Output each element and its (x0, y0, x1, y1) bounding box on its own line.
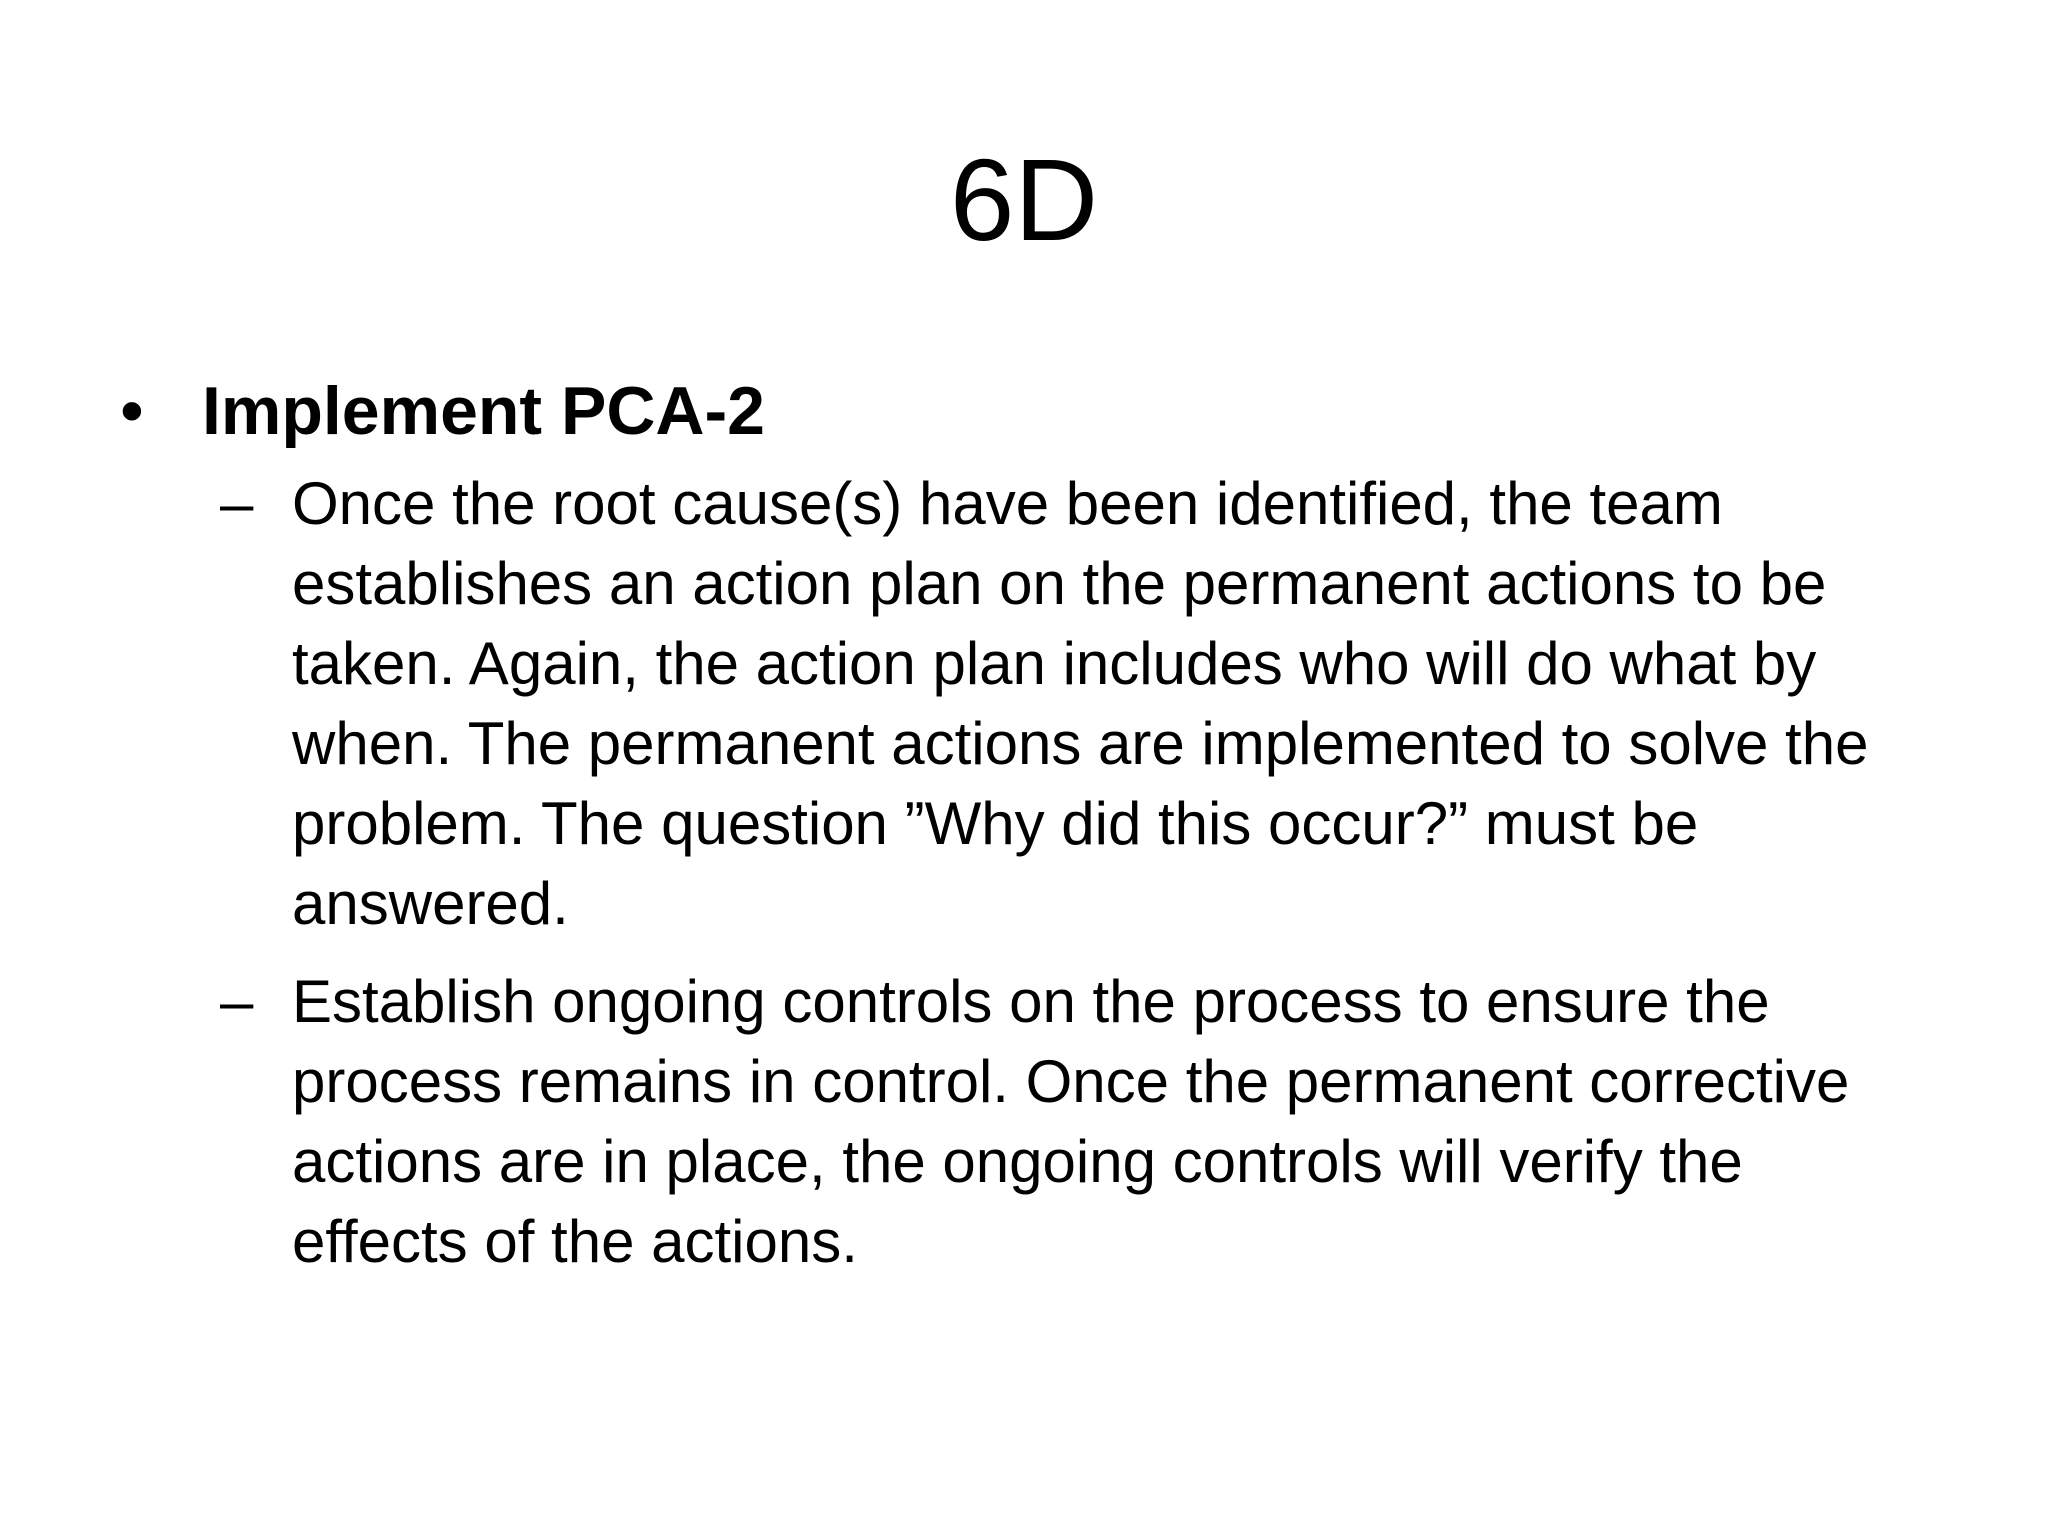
bullet-text: Implement PCA-2 (202, 373, 765, 449)
dash-marker: – (220, 968, 254, 1035)
slide-title: 6D (949, 135, 1099, 265)
bullet-marker: • (120, 373, 144, 449)
sub-bullet-action-plan (120, 464, 1882, 944)
sub-bullet-text: Once the root cause(s) have been identified, the team establishes an action plan on the permanent actions to be taken. Again, the action plan includes who will do what by when. The permanent actions are implemented to solve the problem. The question ”Why did this occur?” must be answered. (292, 470, 1869, 937)
sub-bullet-text: Establish ongoing controls on the process to ensure the process remains in control. Once the permanent corrective actions are in place, the ongoing controls will verify the effects of the actions. (292, 968, 1850, 1275)
sub-bullet-list (120, 464, 1940, 1282)
bullet-implement-pca (120, 366, 1940, 456)
sub-bullet-ongoing-controls (120, 962, 1882, 1282)
slide-content (120, 366, 1940, 1300)
dash-marker: – (220, 470, 254, 537)
